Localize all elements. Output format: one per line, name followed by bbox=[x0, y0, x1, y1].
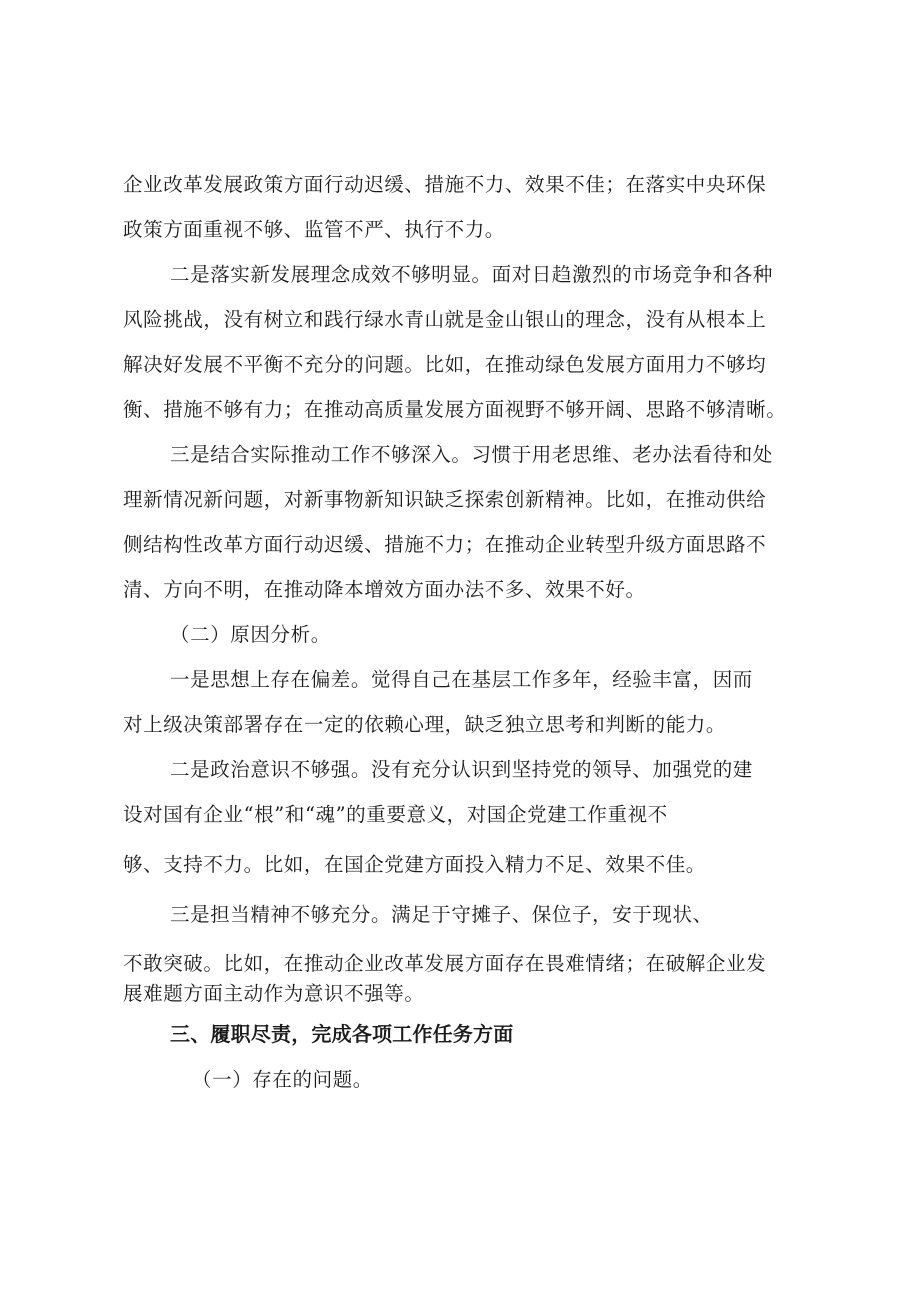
text-line-15: 设对国有企业“根”和“魂”的重要意义，对国企党建工作重视不 bbox=[123, 803, 668, 826]
text-line-9: 侧结构性改革方面行动迟缓、措施不力；在推动企业转型升级方面思路不 bbox=[123, 533, 767, 556]
text-line-21: （一）存在的问题。 bbox=[192, 1068, 373, 1091]
text-line-8: 理新情况新问题，对新事物新知识缺乏探索创新精神。比如，在推动供给 bbox=[123, 488, 767, 511]
text-line-10: 清、方向不明，在推动降本增效方面办法不多、效果不好。 bbox=[123, 578, 646, 601]
text-line-12: 一是思想上存在偏差。觉得自己在基层工作多年，经验丰富，因而 bbox=[170, 668, 753, 691]
text-line-3: 二是落实新发展理念成效不够明显。面对日趋激烈的市场竞争和各种 bbox=[170, 263, 774, 286]
text-line-19: 展难题方面主动作为意识不强等。 bbox=[123, 982, 425, 1005]
text-line-1: 企业改革发展政策方面行动迟缓、措施不力、效果不佳；在落实中央环保 bbox=[123, 173, 767, 196]
text-line-16: 够、支持不力。比如，在国企党建方面投入精力不足、效果不佳。 bbox=[123, 853, 706, 876]
section-heading: 三、履职尽责，完成各项工作任务方面 bbox=[170, 1022, 514, 1046]
text-line-6: 衡、措施不够有力；在推动高质量发展方面视野不够开阔、思路不够清晰。 bbox=[123, 398, 787, 421]
text-line-5: 解决好发展不平衡不充分的问题。比如，在推动绿色发展方面用力不够均 bbox=[123, 353, 767, 376]
text-line-7: 三是结合实际推动工作不够深入。习惯于用老思维、老办法看待和处 bbox=[170, 443, 774, 466]
text-line-13: 对上级决策部署存在一定的依赖心理，缺乏独立思考和判断的能力。 bbox=[123, 713, 727, 736]
text-line-2: 政策方面重视不够、监管不严、执行不力。 bbox=[123, 218, 505, 241]
text-line-11: （二）原因分析。 bbox=[170, 623, 331, 646]
text-line-17: 三是担当精神不够充分。满足于守摊子、保位子，安于现状、 bbox=[170, 903, 713, 926]
text-line-18: 不敢突破。比如，在推动企业改革发展方面存在畏难情绪；在破解企业发 bbox=[123, 952, 767, 975]
text-line-4: 风险挑战，没有树立和践行绿水青山就是金山银山的理念，没有从根本上 bbox=[123, 308, 767, 331]
text-line-14: 二是政治意识不够强。没有充分认识到坚持党的领导、加强党的建 bbox=[170, 758, 753, 781]
